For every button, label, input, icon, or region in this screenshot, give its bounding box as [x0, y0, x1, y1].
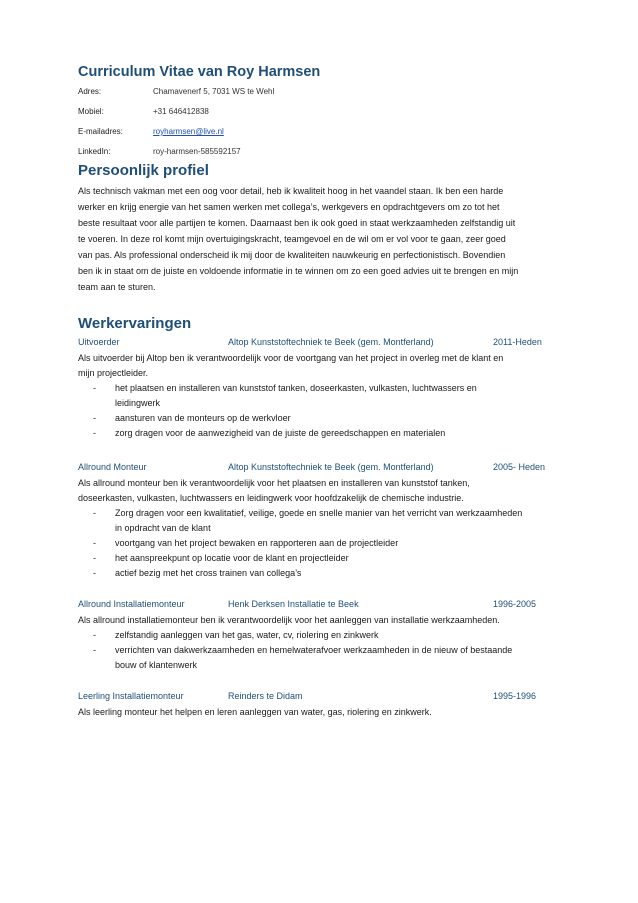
job-description: mijn projectleider.	[78, 368, 149, 378]
task-text: zorg dragen voor de aanwezigheid van de juiste de gereedschappen en materialen	[115, 428, 446, 438]
job-header	[78, 597, 566, 613]
job-tasks	[78, 506, 566, 581]
document-title: Curriculum Vitae van Roy Harmsen	[78, 64, 321, 80]
task-text: Zorg dragen voor een kwalitatief, veilige, goede en snelle manier van het verricht van werkzaamheden	[115, 508, 523, 518]
task-text: het plaatsen en installeren van kunststof tanken, doseerkasten, vulkasten, luchtwassers en	[115, 383, 477, 393]
task-item: - het plaatsen en installeren van kunststof tanken, doseerkasten, vulkasten, luchtwassers en leidingwerk	[78, 381, 566, 411]
job-period: 2005- Heden	[493, 462, 546, 472]
address-value: Chamavenerf 5, 7031 WS te Wehl	[153, 87, 275, 96]
contact-row-mobile	[78, 106, 566, 126]
task-text: aansturen van de monteurs op de werkvloer	[115, 413, 291, 423]
job-description: Als allround monteur ben ik verantwoordelijk voor het plaatsen en installeren van kunststof tanken,	[78, 478, 470, 488]
job-tasks	[78, 381, 566, 441]
mobile-label: Mobiel:	[78, 107, 104, 116]
profile-text	[78, 183, 566, 295]
job-tasks	[78, 628, 566, 673]
task-item: - aansturen van de monteurs op de werkvloer	[78, 411, 566, 426]
profile-line: werker en krijg energie van het samen werken met collega’s, werkgevers en opdrachtgevers om zo tot het	[78, 202, 500, 212]
job-header	[78, 460, 566, 476]
address-label: Adres:	[78, 87, 102, 96]
profile-line: van pas. Als professional onderscheid ik mij door de kwaliteiten nauwkeurig en perfectionistisch. Bovendien	[78, 250, 506, 260]
email-label: E-mailadres:	[78, 127, 123, 136]
profile-heading: Persoonlijk profiel	[78, 162, 209, 179]
job-company: Reinders te Didam	[228, 691, 303, 701]
profile-line: team aan te sturen.	[78, 282, 156, 292]
contact-details	[78, 86, 566, 166]
job-header	[78, 335, 566, 351]
experience-heading: Werkervaringen	[78, 315, 192, 332]
contact-row-address	[78, 86, 566, 106]
job-description: doseerkasten, vulkasten, luchtwassers en leidingwerk voor hoofdzakelijk de chemische industrie.	[78, 493, 464, 503]
profile-line: Als technisch vakman met een oog voor detail, heb ik kwaliteit hoog in het vaandel staan. Ik ben een harde	[78, 186, 504, 196]
task-text: het aanspreekpunt op locatie voor de klant en projectleider	[115, 553, 349, 563]
task-text: in opdracht van de klant	[115, 523, 211, 533]
profile-line: ben ik in staat om de juiste en voldoende informatie in te winnen om zo een goed advies uit te brengen en mijn	[78, 266, 519, 276]
job-period: 1995-1996	[493, 691, 537, 701]
task-item: - het aanspreekpunt op locatie voor de klant en projectleider	[78, 551, 566, 566]
job-company: Altop Kunststoftechniek te Beek (gem. Montferland)	[228, 337, 434, 347]
job-entry	[78, 460, 566, 581]
job-entry	[78, 689, 566, 720]
task-text: actief bezig met het cross trainen van collega’s	[115, 568, 302, 578]
task-text: verrichten van dakwerkzaamheden en hemelwaterafvoer werkzaamheden in de nieuw of bestaande	[115, 645, 513, 655]
contact-row-email	[78, 126, 566, 146]
job-company: Altop Kunststoftechniek te Beek (gem. Montferland)	[228, 462, 434, 472]
mobile-value: +31 646412838	[153, 107, 209, 116]
job-title: Uitvoerder	[78, 337, 120, 347]
job-entry	[78, 335, 566, 441]
job-description: Als allround installatiemonteur ben ik verantwoordelijk voor het aanleggen van installatie werkzaamheden.	[78, 615, 500, 625]
linkedin-value: roy-harmsen-585592157	[153, 147, 241, 156]
task-item: - zorg dragen voor de aanwezigheid van de juiste de gereedschappen en materialen	[78, 426, 566, 441]
profile-line: beste resultaat voor alle partijen te komen. Daarnaast ben ik ook goed in staat werkzaamheden zelfstandig uit	[78, 218, 516, 228]
job-title: Allround Monteur	[78, 462, 147, 472]
task-item: - Zorg dragen voor een kwalitatief, veilige, goede en snelle manier van het verricht van werkzaamheden in opdracht van de klant	[78, 506, 566, 536]
task-text: zelfstandig aanleggen van het gas, water, cv, riolering en zinkwerk	[115, 630, 379, 640]
job-description: Als leerling monteur het helpen en leren aanleggen van water, gas, riolering en zinkwerk.	[78, 707, 432, 717]
linkedin-label: LinkedIn:	[78, 147, 111, 156]
task-item: - verrichten van dakwerkzaamheden en hemelwaterafvoer werkzaamheden in de nieuw of bestaande bouw of klantenwerk	[78, 643, 566, 673]
job-title: Leerling Installatiemonteur	[78, 691, 184, 701]
job-title: Allround Installatiemonteur	[78, 599, 185, 609]
job-company: Henk Derksen Installatie te Beek	[228, 599, 359, 609]
email-link[interactable]: royharmsen@live.nl	[153, 127, 224, 136]
profile-line: te voeren. In deze rol komt mijn overtuigingskracht, teamgevoel en de wil om er vol voor te gaan, zeer goed	[78, 234, 506, 244]
job-description: Als uitvoerder bij Altop ben ik verantwoordelijk voor de voortgang van het project in overleg met de klant en	[78, 353, 504, 363]
task-text: bouw of klantenwerk	[115, 660, 198, 670]
job-period: 2011-Heden	[493, 337, 542, 347]
task-item: - voortgang van het project bewaken en rapporteren aan de projectleider	[78, 536, 566, 551]
task-text: voortgang van het project bewaken en rapporteren aan de projectleider	[115, 538, 399, 548]
task-text: leidingwerk	[115, 398, 161, 408]
task-item: - actief bezig met het cross trainen van collega’s	[78, 566, 566, 581]
job-entry	[78, 597, 566, 673]
job-period: 1996-2005	[493, 599, 537, 609]
job-header	[78, 689, 566, 705]
task-item: - zelfstandig aanleggen van het gas, water, cv, riolering en zinkwerk	[78, 628, 566, 643]
